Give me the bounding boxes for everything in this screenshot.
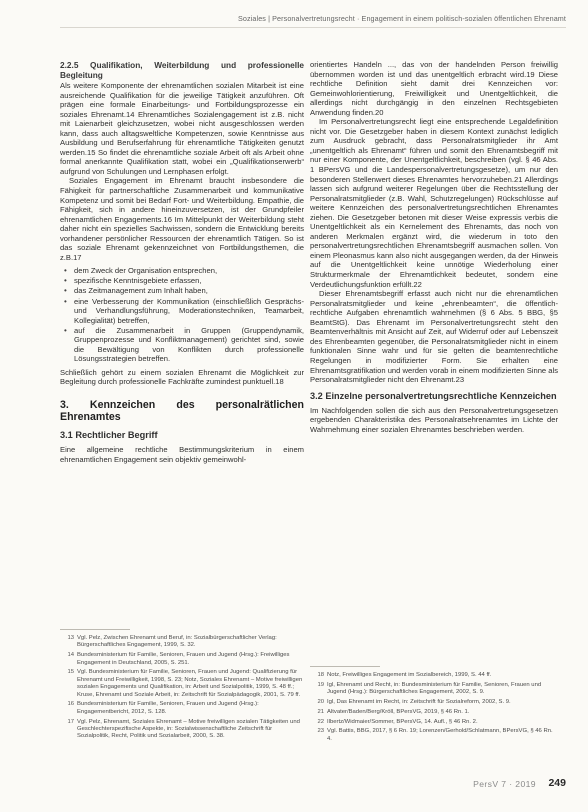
list-item: • auf die Zusammenarbeit in Gruppen (Gruppendynamik, Gruppenprozesse und Konfliktmanagement) gerichtet sind, sowie die Bewältigung von Konflikten durch professionelle Lösungsstrategien betreffen. <box>74 326 304 364</box>
list-item: • das Zeitmanagement zum Inhalt haben, <box>74 286 304 296</box>
footnote <box>310 682 558 697</box>
footnote-number: 17 <box>67 718 74 725</box>
paragraph-personnel-law: Im Personalvertretungsrecht liegt eine entsprechende Legaldefinition nicht vor. Die Gesetzgeber haben in diesem Kontext zunächst lediglich zum Ausdruck gebracht, dass Personalratsmitglieder ihr Amt „unentgeltlich als Ehrenamt“ führen und somit den Ehrenamtsbegriff mit nur einer Komponente, der Unentgeltlichkeit, beschreiben (vgl. § 46 Abs. 1 BPersVG und die Landespersonalvertretungsgesetze), um nur den besonderen Stellenwert dieses Ehrenamtes hervorzuheben.21 Allerdings lassen sich aufgrund weiterer Regelungen über die Rechtsstellung der Personalratsmitglieder (z.B. Wahl, Schutzregelungen) Rückschlüsse auf weitere Kennzeichen des personalvertretungsrechtlichen Ehrenamtes ziehen. Die Gesetzgeber betonen mit dieser Weise expressis verbis die Unentgeltlichkeit als ein Kernelement des Ehrenamts, das noch von anderen Merkmalen ergänzt wird, die wiederum in toto den personalvertretungsrechtlichen Ehrenamtsbegriff ausmachen sollen. Von einem Pleonasmus kann also nicht ausgegangen werden, da der Hinweis auf die Unentgeltlichkeit keine unnötige Wiederholung einer Strukturmerkmale der Ehrenamtlichkeit bedeutet, sondern eine Verdeutlichungsfunktion erfüllt.22 <box>310 117 558 289</box>
footnote-number: 14 <box>67 652 74 659</box>
footnote-number: 13 <box>67 635 74 641</box>
subsection-heading-2-2-5: 2.2.5 Qualifikation, Weiterbildung und professionelle Begleitung <box>60 60 304 80</box>
paragraph-qualification: Als weitere Komponente der ehrenamtlichen sozialen Mitarbeit ist eine ausreichende Qualifikation für die jeweilige Tätigkeit anzuführen. Oft prägen eine formale Einarbeitungs- und Fortbildungsprozesse ein soziales Ehrenamt.14 Ehrenamtliches Sozialengagement ist z.B. nicht mit Laienarbeit gleichzusetzen, wobei nicht ausgeschlossen werden kann, dass auch alltagsweltliche Kompetenzen, sowie Kenntnisse aus Ausbildung und Berufserfahrung für ehrenamtliche Tätigkeiten genutzt werden.15 So findet die ehrenamtliche soziale Arbeit oft als Arbeit ohne formal anerkannte Qualifikation statt, wobei ein „Qualifikationserwerb“ aufgrund von Schulungen und Lernphasen erfolgt. <box>60 81 304 176</box>
footnote-rule <box>60 629 130 630</box>
footnote <box>310 728 558 743</box>
subsection-heading-3-1: 3.1 Rechtlicher Begriff <box>60 429 158 440</box>
training-topics-list <box>60 266 304 363</box>
list-item: • spezifische Kenntnisgebiete erfassen, <box>74 276 304 286</box>
footnote-number: 18 <box>317 672 324 678</box>
footnote-text: Vgl. Battis, BBG, 2017, § 6 Rn. 19; Lorenzen/Gerhold/Schlatmann, BPersVG, § 46 Rn. 4. <box>327 728 553 742</box>
footnote-number: 21 <box>317 708 324 715</box>
footnote <box>310 699 558 706</box>
footnote-text: Bundesministerium für Familie, Senioren, Frauen und Jugend (Hrsg.): Engagementbericht, 2012, S. 128. <box>77 701 259 715</box>
footnote <box>60 652 304 667</box>
footnote <box>60 635 304 650</box>
footnote <box>60 719 304 741</box>
footnote <box>310 672 558 679</box>
footnote-number: 15 <box>67 669 74 676</box>
right-column <box>310 60 558 434</box>
footnote <box>60 701 304 716</box>
footnote-text: Vgl. Pelz, Zwischen Ehrenamt und Beruf, in: Sozialbürgerschaftlicher Verlag: Bürgerschaftliches Engagement, 1999, S. 32. <box>77 635 277 649</box>
page-number: 249 <box>548 777 566 789</box>
footnote-text: Igl, Ehrenamt und Recht, in: Bundesministerium für Familie, Senioren, Frauen und Jugend (Hrsg.): Bürgerschaftliches Engagement, 2002, S. 9. <box>327 681 542 696</box>
footnote-number: 23 <box>317 728 324 735</box>
paragraph-professional-support: Schließlich gehört zu einem sozialen Ehrenamt die Möglichkeit zur Begleitung durch professionelle Fachkräfte zumindest punktuell.18 <box>60 367 304 387</box>
footnote-number: 19 <box>317 681 324 688</box>
paragraph-social-engagement: Soziales Engagement im Ehrenamt braucht insbesondere die Fähigkeit für partnerschaftliche Zusammenarbeit und kommunikative Kompetenz und somit bei Bedarf Fort- und Weiterbildung. Empathie, die Fähigkeit, sich in andere hineinzuversetzen, ist der Grundpfeiler ehrenamtlichen Engagements.16 Im Mittelpunkt der Weiterbildung steht daher nicht ein spezielles Sachwissen, sondern die Entwicklung bereits vorhandener persönlicher Ressourcen der ehrenamtlich Tätigen. So ist das soziale Ehrenamt gekennzeichnet von Fortbildungsthemen, die z.B.17 <box>60 176 304 262</box>
footnote-number: 16 <box>67 701 74 708</box>
list-item: • eine Verbesserung der Kommunikation (einschließlich Gesprächs- und Verhandlungsführung, Moderationstechniken, Teamarbeit, Kollegialität) betreffen, <box>74 297 304 326</box>
journal-issue: PersV 7 · 2019 <box>473 779 536 789</box>
footnote-number: 20 <box>317 699 324 705</box>
section-heading-3: 3. Kennzeichen des personalrätlichen Ehrenamtes <box>60 398 304 424</box>
footnote-number: 22 <box>317 718 324 725</box>
list-item: • dem Zweck der Organisation entsprechen, <box>74 266 304 276</box>
footnotes-left <box>60 635 304 743</box>
subsection-heading-3-2: 3.2 Einzelne personalvertretungsrechtliche Kennzeichen <box>310 390 557 401</box>
footnote-text: Vgl. Bundesministerium für Familie, Senioren, Frauen und Jugend: Qualifizierung für Ehrenamt und Freiwilligkeit, 1998, S. 23; Notz, Soziales Ehrenamt – Motive freiwilligen sozialen Engagements und Qualifikation, in: Arbeit und Sozialpolitik, 1999, S. 48 ff.; Kruse, Ehrenamt und Soziale Arbeit, in: Zeitschrift für Sozialpädagogik, 2001, S. 79 ff. <box>77 669 303 698</box>
left-column <box>60 60 304 464</box>
footnote <box>310 709 558 716</box>
paragraph-honorary-officials: Dieser Ehrenamtsbegriff erfasst auch nicht nur die ehrenamtlichen Personalratsmitglieder und keine „ehrenbeamten“, die öffentlich-rechtliche Aufgaben ehrenamtlich wahrnehmen (§ 6 Abs. 5 BBG, §5 BeamtStG). Das Ehrenamt im Personalvertretungsrecht steht den Beamtenverhältnis mit Ansicht auf Zeit, auf Widerruf oder auf Lebenszeit des Ehrenbeamten gegenüber, die Personalratsmitglieder nicht in einem funktionalen Sinne wahr und für sie gelten die beamtenrechtliche Regelungen in modifizierter Form. Sie erhalten eine Ehrenamtsgratifikation und werden vorab in einem modifizierten Sinne als Personalratsmitglieder nicht den Ehrenamt.23 <box>310 289 558 385</box>
footnote-text: Igl, Das Ehrenamt im Recht, in: Zeitschrift für Sozialreform, 2002, S. 9. <box>327 699 511 705</box>
footnote <box>60 669 304 699</box>
footnote-text: Ilbertz/Widmaier/Sommer, BPersVG, 14. Aufl., § 46 Rn. 2. <box>327 718 478 725</box>
running-header: Soziales | Personalvertretungsrecht · Engagement in einem politisch-sozialen öffentlichen Ehrenamt <box>238 14 566 23</box>
spacer <box>60 387 304 395</box>
footnote-text: Notz, Freiwilliges Engagement im Sozialbereich, 1999, S. 44 ff. <box>327 672 492 678</box>
paragraph-definition: orientiertes Handeln ..., das von der handelnden Person freiwillig übernommen worden ist und das unentgeltlich erbracht wird.19 Diese rechtliche Definition sieht damit drei Kennzeichen vor: Gemeinwohlorientierung, Freiwilligkeit und Unentgeltlichkeit, die allerdings nicht durchgängig in den einzelnen Rechtsgebieten Anwendung finden.20 <box>310 60 558 117</box>
footnote-text: Vgl. Pelz, Ehrenamt, Soziales Ehrenamt – Motive freiwilligen sozialen Tätigkeiten und Geschlechterspezifische Aspekte, in: Sozialwissenschaftliche Zeitschrift für Sozialpolitik, Recht, Politik und Sozialarbeit, 2000, S. 38. <box>77 718 300 740</box>
footnote <box>310 719 558 726</box>
footnotes-right <box>310 672 558 746</box>
footnote-rule <box>310 666 380 667</box>
header-rule <box>60 27 566 28</box>
footnote-text: Bundesministerium für Familie, Senioren, Frauen und Jugend (Hrsg.): Freiwilliges Engagement in Deutschland, 2005, S. 251. <box>77 652 290 666</box>
paragraph-legal-term: Eine allgemeine rechtliche Bestimmungskriterium in einem ehrenamtlichen Engagement sein objektiv gemeinwohl- <box>60 444 304 464</box>
footnote-text: Altvater/Baden/Berg/Kröll, BPersVG, 2019, § 46 Rn. 1. <box>327 708 470 715</box>
paragraph-characteristics: Im Nachfolgenden sollen die sich aus den Personalvertretungsgesetzen ergebenden Charakteristika des Personalratsehrenamtes im Lichte der Wahrnehmung einer sozialen Ehrenamtes beschrieben werden. <box>310 405 558 434</box>
